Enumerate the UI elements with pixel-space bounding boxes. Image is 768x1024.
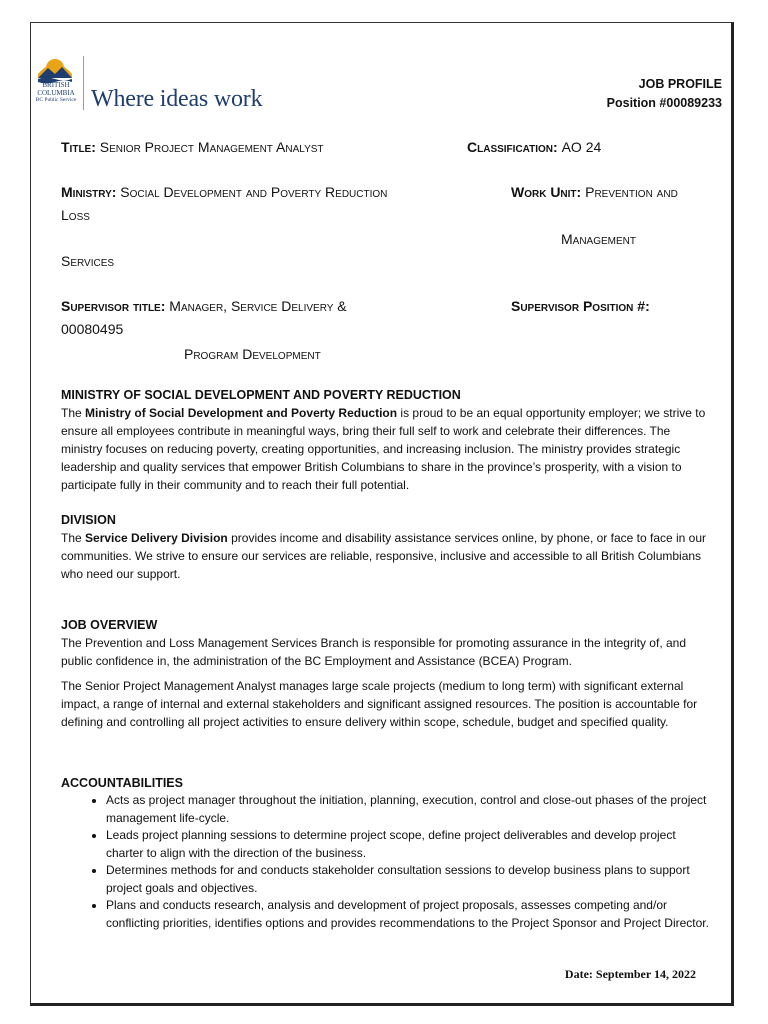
title-value: Senior Project Management Analyst [99,139,324,155]
ministry-label: Ministry: [61,184,117,200]
work-unit-field [511,184,678,200]
accountabilities-section [61,775,711,932]
division-section [61,512,711,590]
ministry-section [61,387,711,501]
supervisor-title-label: Supervisor title: [61,298,166,314]
logo-small-text [33,82,79,105]
list-item: • Plans and conducts research, analysis and development of project proposals, assesses competing and/or conflicting priorities, identifies options and provides recommendations to the Project Sponsor and Project Director. [106,897,711,932]
ministry-field [61,184,387,200]
overview-paragraph-2: The Senior Project Management Analyst manages large scale projects (medium to long term) with significant external impact, a range of internal and external stakeholders and significant assigned resources. The position is accountable for defining and controlling all project activities to ensure delivery within scope, schedule, budget and specified quality. [61,679,698,729]
ministry-body: is proud to be an equal opportunity employer; we strive to ensure all employees contribute in meaningful ways, bring their full self to work and celebrate their differences. The ministry focuses on reducing poverty, creating opportunities, and increasing inclusion. The ministry provides strategic leadership and quality services that empower British Columbians to share in the province’s prosperity, with a vision to participate fully in their community and to reach their full potential. [61,406,706,492]
ministry-paragraph [61,404,711,494]
title-label: Title: [61,139,96,155]
logo-separator [83,56,84,110]
classification-label: Classification: [467,139,558,155]
work-unit-management: Management [561,231,637,247]
overview-heading: JOB OVERVIEW [61,618,158,632]
division-paragraph [61,529,711,583]
ministry-heading: MINISTRY OF SOCIAL DEVELOPMENT AND POVERTY REDUCTION [61,388,461,402]
division-heading: DIVISION [61,513,116,527]
accountabilities-heading: ACCOUNTABILITIES [61,776,183,790]
ministry-value: Social Development and Poverty Reduction [120,184,388,200]
overview-section [61,617,711,738]
logo-tagline: Where ideas work [91,86,263,112]
doc-type: JOB PROFILE [638,77,722,91]
work-unit-label: Work Unit: [511,184,582,200]
supervisor-title-field [61,298,347,314]
accountabilities-list [61,792,711,932]
position-number: Position #00089233 [606,96,722,110]
title-field [61,139,324,155]
division-pre: The [61,531,86,545]
classification-value: AO 24 [561,139,602,155]
classification-field [467,139,601,155]
work-unit-loss: Loss [61,207,90,223]
supervisor-program-development: Program Development [184,346,321,362]
logo-line-2: COLUMBIA [37,88,75,97]
overview-paragraph-1: The Prevention and Loss Management Services Branch is responsible for promoting assurance in the integrity of, and public confidence in, the administration of the BC Employment and Assistance (BCEA) Program. [61,636,687,668]
supervisor-position-field [511,298,650,314]
document-date: Date: September 14, 2022 [564,967,696,981]
ministry-bold-lead: Ministry of Social Development and Poverty Reduction [85,406,398,420]
work-unit-value: Prevention and [585,184,678,200]
division-body: provides income and disability assistance services online, by phone, or face to face in our communities. We strive to ensure our services are reliable, responsive, inclusive and accessible to all British Columbians who need our support. [61,531,707,581]
list-item: • Determines methods for and conducts stakeholder consultation sessions to develop business plans to support project goals and objectives. [106,862,711,897]
supervisor-position-value: 00080495 [61,321,124,337]
logo-line-3: BC Public Service [35,97,77,103]
list-item: • Acts as project manager throughout the initiation, planning, execution, control and close-out phases of the project management life-cycle. [106,792,711,827]
logo-line-1: BRITISH [42,81,70,89]
supervisor-title-value: Manager, Service Delivery & [169,298,347,314]
division-bold-lead: Service Delivery Division [85,531,228,545]
work-unit-services: Services [61,253,115,269]
supervisor-position-label: Supervisor Position #: [511,298,650,314]
list-item: • Leads project planning sessions to determine project scope, define project deliverables and develop project charter to align with the direction of the business. [106,827,711,862]
ministry-pre: The [61,406,86,420]
